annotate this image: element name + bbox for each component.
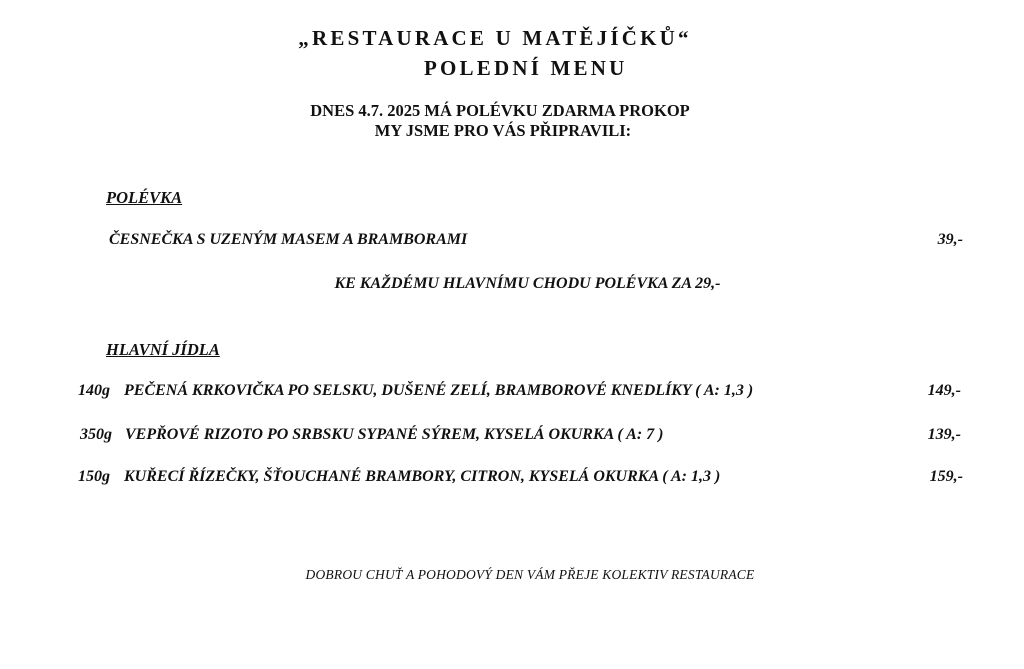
main-dish-price: 149,- bbox=[927, 382, 961, 399]
soup-item-price: 39,- bbox=[937, 231, 963, 248]
soup-section-heading: POLÉVKA bbox=[106, 188, 183, 207]
main-dish-weight: 150g bbox=[78, 468, 110, 485]
main-dish-weight: 140g bbox=[78, 382, 110, 399]
restaurant-title: „RESTAURACE U MATĚJÍČKŮ“ bbox=[298, 26, 692, 50]
main-dish-price: 139,- bbox=[927, 426, 961, 443]
main-dish-name: KUŘECÍ ŘÍZEČKY, ŠŤOUCHANÉ BRAMBORY, CITRON, KYSELÁ OKURKA ( A: 1,3 ) bbox=[124, 468, 721, 485]
prepared-for-you-line: MY JSME PRO VÁS PŘIPRAVILI: bbox=[374, 121, 632, 140]
main-dish-weight: 350g bbox=[80, 426, 112, 443]
free-soup-notice: DNES 4.7. 2025 MÁ POLÉVKU ZDARMA PROKOP bbox=[310, 101, 690, 120]
main-dish-price: 159,- bbox=[929, 468, 963, 485]
lunch-menu-title: POLEDNÍ MENU bbox=[424, 56, 628, 80]
main-dishes-section-heading: HLAVNÍ JÍDLA bbox=[106, 340, 220, 359]
soup-item-name: ČESNEČKA S UZENÝM MASEM A BRAMBORAMI bbox=[109, 231, 468, 248]
main-dish-name: VEPŘOVÉ RIZOTO PO SRBSKU SYPANÉ SÝREM, KYSELÁ OKURKA ( A: 7 ) bbox=[125, 426, 664, 443]
main-dish-name: PEČENÁ KRKOVIČKA PO SELSKU, DUŠENÉ ZELÍ, BRAMBOROVÉ KNEDLÍKY ( A: 1,3 ) bbox=[124, 382, 754, 399]
soup-with-main-note: KE KAŽDÉMU HLAVNÍMU CHODU POLÉVKA ZA 29,- bbox=[334, 275, 721, 292]
closing-greeting: DOBROU CHUŤ A POHODOVÝ DEN VÁM PŘEJE KOLEKTIV RESTAURACE bbox=[305, 567, 755, 582]
